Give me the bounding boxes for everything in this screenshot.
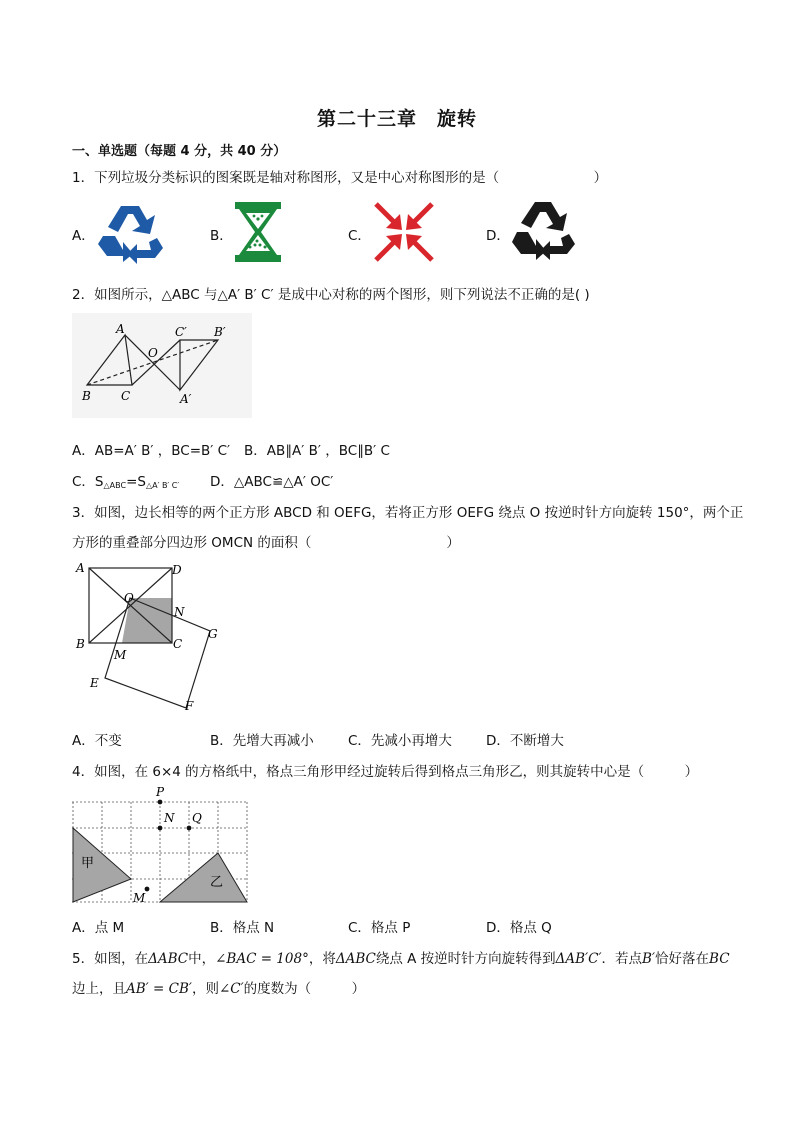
q1-label-a: A． bbox=[72, 228, 95, 244]
q2-label-a-prime: A′ bbox=[180, 392, 192, 406]
q4-label-q: Q bbox=[192, 811, 202, 825]
q2-label-b: B bbox=[82, 389, 91, 403]
recycle-blue-icon bbox=[95, 200, 165, 264]
q3-figure bbox=[72, 558, 232, 716]
q4-label-p: P bbox=[156, 785, 165, 799]
q4-label-n: N bbox=[164, 811, 175, 825]
q3-label-n: N bbox=[174, 605, 185, 619]
q4-label-jia: 甲 bbox=[81, 856, 95, 871]
q2-label-b-prime: B′ bbox=[214, 325, 226, 339]
q2-option-b: B．AB∥A′ B′ ，BC∥B′ C bbox=[244, 443, 390, 459]
q5-line2: 边上，且AB′ = CB′，则∠C′的度数为（ ） bbox=[72, 981, 366, 997]
q3-label-g: G bbox=[208, 627, 218, 641]
q2-option-a: A．AB=A′ B′ ，BC=B′ C′ bbox=[72, 443, 231, 459]
q1-label-b: B． bbox=[210, 228, 233, 244]
q2-option-d: D．△ABC≌△A′ OC′ bbox=[210, 474, 334, 490]
q3-label-a: A bbox=[76, 561, 85, 575]
q2-label-c-prime: C′ bbox=[175, 325, 187, 339]
q2-label-c: C bbox=[121, 389, 131, 403]
q4-figure bbox=[72, 782, 252, 906]
q2-label-o: O bbox=[148, 346, 158, 360]
section-heading: 一、单选题（每题 4 分，共 40 分） bbox=[72, 144, 287, 159]
q3-option-c: C．先减小再增大 bbox=[348, 733, 452, 749]
q2-figure bbox=[72, 313, 252, 418]
q4-option-b: B．格点 N bbox=[210, 920, 275, 936]
q4-stem: 4．如图，在 6×4 的方格纸中，格点三角形甲经过旋转后得到格点三角形乙，则其旋转中心是（ ） bbox=[72, 764, 699, 780]
q3-label-c: C bbox=[173, 637, 183, 651]
q2-label-a: A bbox=[116, 322, 125, 336]
q5-line1: 5．如图，在ΔABC中，∠BAC = 108°，将ΔABC绕点 A 按逆时针方向旋转得到ΔAB′C′．若点B′恰好落在BC bbox=[72, 951, 730, 967]
q3-option-a: A．不变 bbox=[72, 733, 122, 749]
q3-label-d: D bbox=[172, 563, 182, 577]
q3-label-e: E bbox=[90, 676, 99, 690]
q4-label-yi: 乙 bbox=[210, 875, 224, 890]
q1-stem: 1．下列垃圾分类标识的图案既是轴对称图形，又是中心对称图形的是（ ） bbox=[72, 170, 608, 186]
q3-label-f: F bbox=[185, 699, 194, 713]
q3-option-b: B．先增大再减小 bbox=[210, 733, 314, 749]
q3-label-b: B bbox=[76, 637, 85, 651]
q4-option-a: A．点 M bbox=[72, 920, 125, 936]
q2-option-c: C．$S_{\triangle ABC}=S_{\triangle A' B' C'}$ bbox=[72, 474, 180, 490]
q3-stem-line1: 3．如图，边长相等的两个正方形 ABCD 和 OEFG，若将正方形 OEFG 绕点 O 按逆时针方向旋转 150°，两个正 bbox=[72, 505, 744, 521]
q1-label-c: C． bbox=[348, 228, 371, 244]
q3-option-d: D．不断增大 bbox=[486, 733, 564, 749]
q3-label-o: O bbox=[124, 591, 134, 605]
q2-stem: 2．如图所示，△ABC 与△A′ B′ C′ 是成中心对称的两个图形，则下列说法不正确的是( ) bbox=[72, 287, 590, 303]
q4-label-m: M bbox=[133, 891, 146, 905]
page-title: 第二十三章 旋转 bbox=[316, 108, 477, 130]
q1-label-d: D． bbox=[486, 228, 510, 244]
q4-option-d: D．格点 Q bbox=[486, 920, 552, 936]
hourglass-green-icon bbox=[233, 200, 283, 264]
recycle-black-icon bbox=[510, 198, 576, 262]
inward-arrows-red-icon bbox=[372, 200, 436, 264]
q3-label-m: M bbox=[114, 648, 127, 662]
q4-option-c: C．格点 P bbox=[348, 920, 411, 936]
q3-stem-line2: 方形的重叠部分四边形 OMCN 的面积（ ） bbox=[72, 535, 460, 551]
